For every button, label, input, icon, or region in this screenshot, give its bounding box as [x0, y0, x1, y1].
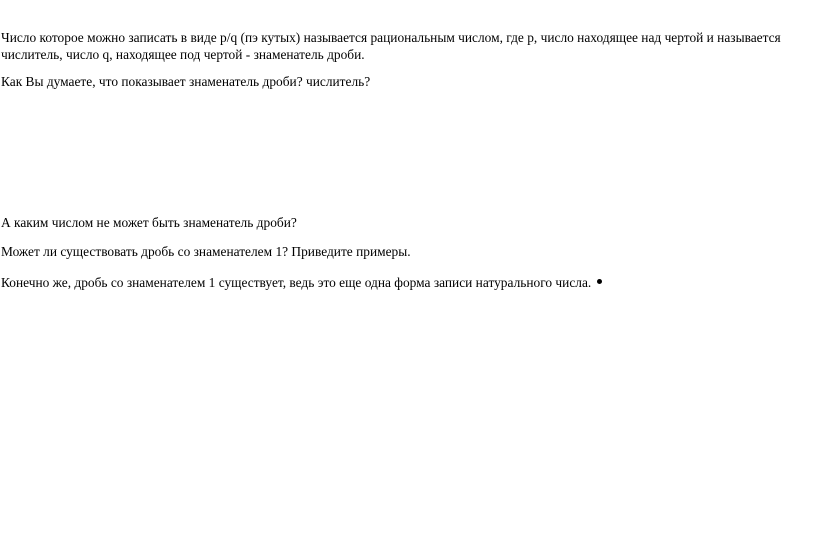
paragraph-question-denominator-one: Может ли существовать дробь со знаменателем 1? Приведите примеры. — [1, 244, 411, 259]
paragraph-question-forbidden-denominator: А каким числом не может быть знаменатель дроби? — [1, 215, 297, 230]
bullet-dot-icon — [597, 279, 602, 284]
paragraph-answer-row — [1, 274, 602, 291]
paragraph-answer: Конечно же, дробь со знаменателем 1 существует, ведь это еще одна форма записи натурального числа. — [1, 275, 592, 290]
paragraph-definition: Число которое можно записать в виде p/q (пэ кутых) называется рациональным числом, где p, число находящее над чертой и называется числитель, число q, находящее под чертой - знаменатель дроби. — [1, 30, 781, 62]
paragraph-question-denominator: Как Вы думаете, что показывает знаменатель дроби? числитель? — [1, 74, 371, 89]
